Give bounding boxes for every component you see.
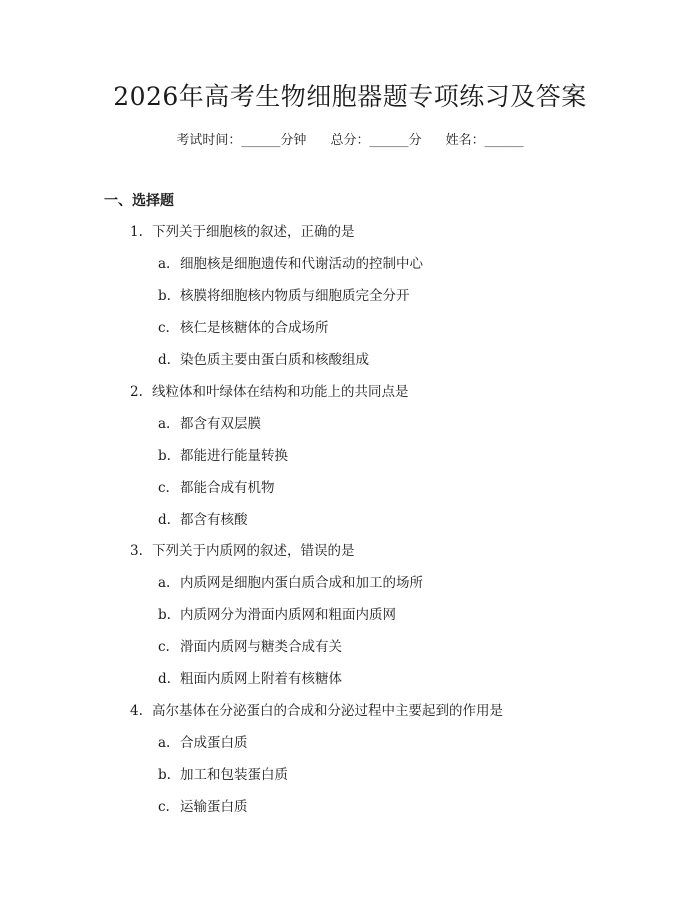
section-heading: 一、选择题 bbox=[104, 193, 174, 209]
option-text: 滑面内质网与糖类合成有关 bbox=[180, 639, 342, 655]
option-label: b. bbox=[158, 448, 171, 464]
option-text: 都含有核酸 bbox=[180, 512, 248, 528]
option-label: b. bbox=[158, 288, 171, 304]
student-name: 姓名：______ bbox=[445, 133, 524, 148]
option bbox=[158, 734, 248, 752]
option-text: 内质网是细胞内蛋白质合成和加工的场所 bbox=[180, 575, 423, 591]
question-number: 1. bbox=[130, 224, 143, 240]
option-label: b. bbox=[158, 607, 171, 623]
option bbox=[158, 606, 396, 624]
option-label: d. bbox=[158, 512, 171, 528]
option bbox=[158, 479, 275, 497]
question-number: 2. bbox=[130, 384, 143, 400]
option-label: a. bbox=[158, 256, 171, 272]
option-text: 都能合成有机物 bbox=[180, 480, 275, 496]
option-label: d. bbox=[158, 671, 171, 687]
question bbox=[130, 542, 355, 560]
option-text: 粗面内质网上附着有核糖体 bbox=[180, 671, 342, 687]
option bbox=[158, 415, 261, 433]
question-text: 下列关于细胞核的叙述，正确的是 bbox=[152, 224, 355, 240]
option bbox=[158, 574, 423, 592]
option bbox=[158, 255, 423, 273]
option-label: c. bbox=[158, 639, 170, 655]
option-text: 运输蛋白质 bbox=[180, 799, 248, 815]
option-label: a. bbox=[158, 735, 171, 751]
question-number: 3. bbox=[130, 543, 143, 559]
question bbox=[130, 702, 503, 720]
option bbox=[158, 638, 342, 656]
question bbox=[130, 383, 409, 401]
option-text: 内质网分为滑面内质网和粗面内质网 bbox=[180, 607, 396, 623]
option-label: c. bbox=[158, 480, 170, 496]
option-label: d. bbox=[158, 352, 171, 368]
option bbox=[158, 351, 369, 369]
page-title: 2026年高考生物细胞器题专项练习及答案 bbox=[113, 82, 587, 111]
option-text: 细胞核是细胞遗传和代谢活动的控制中心 bbox=[180, 256, 423, 272]
option bbox=[158, 766, 288, 784]
option bbox=[158, 670, 342, 688]
option-label: c. bbox=[158, 799, 170, 815]
question-number: 4. bbox=[130, 703, 143, 719]
exam-meta bbox=[0, 132, 700, 150]
option-label: a. bbox=[158, 416, 171, 432]
question-text: 下列关于内质网的叙述，错误的是 bbox=[152, 543, 355, 559]
option bbox=[158, 511, 248, 529]
option-text: 染色质主要由蛋白质和核酸组成 bbox=[180, 352, 369, 368]
option-text: 加工和包装蛋白质 bbox=[180, 767, 288, 783]
option-text: 核仁是核糖体的合成场所 bbox=[180, 320, 329, 336]
option bbox=[158, 287, 410, 305]
option bbox=[158, 798, 248, 816]
option-text: 合成蛋白质 bbox=[180, 735, 248, 751]
option-label: a. bbox=[158, 575, 171, 591]
exam-score: 总分：______分 bbox=[330, 133, 422, 148]
option-text: 都含有双层膜 bbox=[180, 416, 261, 432]
option-label: c. bbox=[158, 320, 170, 336]
question bbox=[130, 223, 355, 241]
option bbox=[158, 447, 288, 465]
option bbox=[158, 319, 329, 337]
question-text: 高尔基体在分泌蛋白的合成和分泌过程中主要起到的作用是 bbox=[152, 703, 503, 719]
option-label: b. bbox=[158, 767, 171, 783]
question-text: 线粒体和叶绿体在结构和功能上的共同点是 bbox=[152, 384, 409, 400]
exam-time: 考试时间：______分钟 bbox=[176, 133, 307, 148]
option-text: 都能进行能量转换 bbox=[180, 448, 288, 464]
option-text: 核膜将细胞核内物质与细胞质完全分开 bbox=[180, 288, 410, 304]
